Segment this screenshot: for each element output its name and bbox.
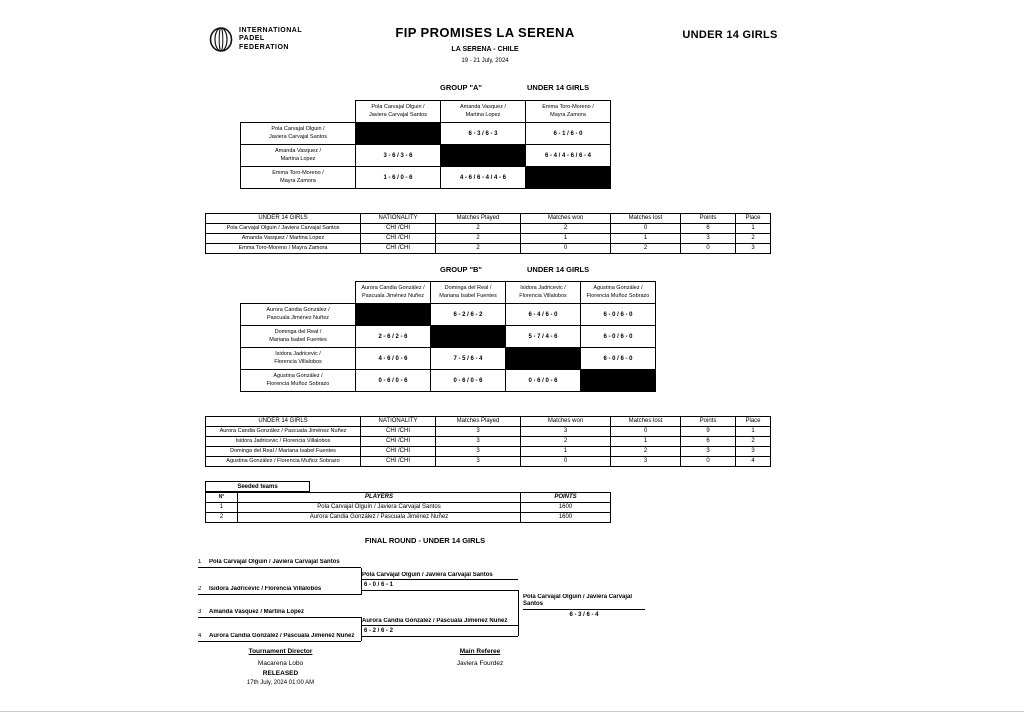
group-a-category: UNDER 14 GIRLS (526, 83, 590, 92)
match-score-cell: 4 - 6 / 6 - 4 / 4 - 6 (441, 167, 526, 189)
match-score-cell: 6 - 4 / 4 - 6 / 6 - 4 (526, 145, 611, 167)
table-cell: 0 (611, 427, 681, 437)
team-name-line: Amanda Vasquez / (459, 104, 507, 110)
tournament-dates: 19 - 21 July, 2024 (461, 58, 509, 64)
seed-number: 1 (198, 559, 202, 565)
seed-number: 2 (198, 586, 202, 592)
tournament-director-block (203, 648, 358, 686)
team-name-line: Martina Lopez (280, 155, 316, 162)
released-date: 17th July, 2024 01:00 AM (246, 680, 315, 686)
seed-number: 3 (198, 609, 202, 615)
column-header: UNDER 14 GIRLS (206, 417, 361, 427)
table-cell: Aurora Candia González / Pascuala Jiménez Nuñez (238, 513, 521, 523)
team-name-line: Amanda Vasquez / (274, 148, 322, 154)
federation-name-line: INTERNATIONAL (239, 26, 303, 34)
diagonal-cell (356, 123, 441, 145)
match-score-cell: 6 - 2 / 6 - 2 (431, 304, 506, 326)
seed-team-name: Pola Carvajal Olguin / Javiera Carvajal Santos (209, 559, 340, 565)
category-label: UNDER 14 GIRLS (682, 29, 778, 41)
tournament-director-label: Tournament Director (248, 648, 313, 655)
table-cell: Pola Carvajal Olguín / Javiera Carvajal Santos (238, 503, 521, 513)
table-cell: Dominga del Real / Mariana Isabel Fuentes (206, 447, 361, 457)
table-cell: 0 (521, 457, 611, 467)
tournament-director-name: Macarena Lobo (257, 660, 304, 667)
grid-row (241, 123, 611, 145)
team-column-header (356, 282, 431, 304)
seeded-teams-table (205, 492, 611, 523)
group-b-category: UNDER 14 GIRLS (526, 265, 590, 274)
federation-logo (208, 26, 302, 53)
grid-row (241, 145, 611, 167)
column-header: Matches lost (611, 417, 681, 427)
diagonal-cell (441, 145, 526, 167)
diagonal-cell (526, 167, 611, 189)
table-cell: 3 (736, 447, 771, 457)
table-cell: 1 (611, 234, 681, 244)
seed-team-name: Aurora Candia González / Pascuala Jiménez Nuñez (209, 633, 355, 639)
group-b-label: GROUP "B" (440, 265, 482, 274)
team-row-header (241, 145, 356, 167)
column-header: UNDER 14 GIRLS (206, 214, 361, 224)
table-header-row (206, 417, 771, 427)
match-score-cell: 2 - 6 / 2 - 6 (356, 326, 431, 348)
bracket-seed-row-3 (198, 609, 361, 618)
table-cell: 0 (611, 224, 681, 234)
match-score-cell: 0 - 6 / 0 - 6 (506, 370, 581, 392)
table-cell: 2 (436, 224, 521, 234)
grid-corner-cell (241, 101, 356, 123)
team-column-header (506, 282, 581, 304)
match-score: 6 - 2 / 6 - 2 (364, 628, 394, 634)
table-cell: 1 (736, 224, 771, 234)
match-score-cell: 5 - 7 / 4 - 6 (506, 326, 581, 348)
team-name-line: Mayra Zamora (550, 111, 586, 118)
match-score-cell: 6 - 0 / 6 - 0 (581, 348, 656, 370)
group-a-label: GROUP "A" (440, 83, 482, 92)
tournament-title: FIP PROMISES LA SERENA (395, 25, 575, 40)
team-name-line: Martina Lopez (465, 111, 501, 118)
diagonal-cell (581, 370, 656, 392)
team-row-header (241, 326, 356, 348)
grid-header-row (241, 282, 656, 304)
table-cell: 1 (521, 447, 611, 457)
team-name-line: Agustina González / (593, 285, 643, 291)
match-score-cell: 6 - 0 / 6 - 0 (581, 326, 656, 348)
table-row (206, 457, 771, 467)
table-cell: 2 (521, 437, 611, 447)
team-column-header (356, 101, 441, 123)
match-score: 6 - 0 / 6 - 1 (364, 582, 394, 588)
table-cell: 0 (681, 457, 736, 467)
team-name-line: Pola Carvajal Olguin / (371, 104, 425, 110)
table-cell: CHI /CHI (361, 447, 436, 457)
team-name-line: Florencia Muñoz Sobrazo (266, 380, 330, 387)
team-name-line: Dominga del Real / (444, 285, 492, 291)
match-score-cell: 6 - 0 / 6 - 0 (581, 304, 656, 326)
team-name-line: Mayra Zamora (280, 177, 316, 184)
match-score-cell: 6 - 1 / 6 - 0 (526, 123, 611, 145)
team-column-header (581, 282, 656, 304)
column-header: Points (681, 214, 736, 224)
final-round-title: FINAL ROUND - UNDER 14 GIRLS (364, 536, 486, 545)
group-a-results-grid (240, 100, 611, 189)
winner-team-name: Pola Carvajal Olguin / Javiera Carvajal Santos (362, 572, 518, 580)
grid-row (241, 326, 656, 348)
team-row-header (241, 123, 356, 145)
match-score-cell: 0 - 6 / 0 - 6 (431, 370, 506, 392)
table-cell: CHI /CHI (361, 234, 436, 244)
match-score-cell: 6 - 3 / 6 - 3 (441, 123, 526, 145)
table-cell: 3 (436, 447, 521, 457)
team-name-line: Aurora Candia González / (361, 285, 425, 291)
team-name-line: Florencia Villalobos (519, 292, 567, 299)
table-cell: Isidora Jadricevic / Florencia Villalobos (206, 437, 361, 447)
table-cell: 3 (436, 457, 521, 467)
team-row-header (241, 304, 356, 326)
match-score-cell: 3 - 6 / 3 - 6 (356, 145, 441, 167)
semifinal-2-winner-block (362, 618, 518, 637)
table-cell: CHI /CHI (361, 457, 436, 467)
table-cell: 3 (436, 437, 521, 447)
team-name-line: Javiera Carvajal Santos (268, 133, 328, 140)
table-cell: 1600 (521, 503, 611, 513)
column-header: Points (681, 417, 736, 427)
team-name-line: Emma Toro-Moreno / (542, 104, 594, 110)
diagonal-cell (506, 348, 581, 370)
team-column-header (431, 282, 506, 304)
table-row (206, 427, 771, 437)
winner-team-name: Pola Carvajal Olguin / Javiera Carvajal Santos (523, 594, 645, 610)
table-row (206, 513, 611, 523)
group-a-heading (440, 83, 589, 92)
table-cell: 3 (736, 244, 771, 254)
grid-row (241, 167, 611, 189)
table-cell: Pola Carvajal Olguin / Javiera Carvajal Santos (206, 224, 361, 234)
team-name-line: Pascuala Jiménez Nuñez (361, 292, 425, 299)
table-cell: CHI /CHI (361, 244, 436, 254)
team-row-header (241, 348, 356, 370)
table-header-row (206, 214, 771, 224)
table-cell: 3 (436, 427, 521, 437)
column-header: Matches Played (436, 214, 521, 224)
grid-row (241, 304, 656, 326)
table-cell: 1600 (521, 513, 611, 523)
table-cell: 9 (681, 427, 736, 437)
grid-row (241, 370, 656, 392)
column-header: Place (736, 214, 771, 224)
table-cell: 2 (611, 447, 681, 457)
header-title-block (330, 25, 640, 64)
table-cell: 0 (521, 244, 611, 254)
table-row (206, 224, 771, 234)
federation-name-line: PADEL (239, 35, 265, 43)
column-header: NATIONALITY (361, 214, 436, 224)
column-header: PLAYERS (238, 493, 521, 503)
table-row (206, 503, 611, 513)
main-referee-block (415, 648, 545, 667)
table-row (206, 244, 771, 254)
table-cell: 2 (736, 437, 771, 447)
table-cell: CHI /CHI (361, 427, 436, 437)
grid-header-row (241, 101, 611, 123)
team-row-header (241, 167, 356, 189)
table-cell: Emma Toro-Moreno / Mayra Zamora (206, 244, 361, 254)
table-row (206, 447, 771, 457)
bracket-seed-row-1 (198, 559, 361, 568)
table-cell: Aurora Candia González / Pascuala Jiménez Nuñez (206, 427, 361, 437)
team-name-line: Emma Toro-Moreno / (272, 170, 324, 176)
seed-team-name: Amanda Vásquez / Martina López (209, 609, 305, 615)
table-cell: 2 (611, 244, 681, 254)
column-header: NATIONALITY (361, 417, 436, 427)
table-cell: 0 (681, 244, 736, 254)
table-cell: 6 (681, 224, 736, 234)
group-b-results-grid (240, 281, 656, 392)
bracket-seed-row-4 (198, 633, 361, 642)
diagonal-cell (431, 326, 506, 348)
page-bottom-divider (0, 711, 1024, 712)
team-name-line: Agustina González / (273, 373, 323, 379)
table-cell: 1 (206, 503, 238, 513)
main-referee-label: Main Referee (459, 648, 501, 655)
table-row (206, 437, 771, 447)
table-cell: 1 (736, 427, 771, 437)
semifinal-1-winner-block (362, 572, 518, 591)
fip-globe-icon (208, 26, 234, 53)
group-b-heading (440, 265, 589, 274)
final-round-bracket (198, 556, 668, 652)
table-cell: CHI /CHI (361, 437, 436, 447)
column-header: N° (206, 493, 238, 503)
team-name-line: Mariana Isabel Fuentes (439, 292, 497, 299)
table-cell: 3 (681, 234, 736, 244)
table-cell: 2 (206, 513, 238, 523)
team-name-line: Pola Carvajal Olguin / (271, 126, 325, 132)
bracket-connector-line (518, 590, 519, 636)
table-cell: 2 (521, 224, 611, 234)
team-name-line: Dominga del Real / (274, 329, 322, 335)
table-cell: 2 (436, 244, 521, 254)
released-status: RELEASED (262, 670, 299, 677)
column-header: Matches lost (611, 214, 681, 224)
team-name-line: Florencia Muñoz Sobrazo (586, 292, 650, 299)
federation-name-line: FEDERATION (239, 43, 289, 51)
team-name-line: Aurora Candia González / (266, 307, 330, 313)
match-score: 6 - 3 / 6 - 4 (569, 612, 599, 618)
match-score-cell: 7 - 5 / 6 - 4 (431, 348, 506, 370)
table-cell: 1 (521, 234, 611, 244)
table-cell: 2 (436, 234, 521, 244)
group-a-standings-table (205, 213, 771, 254)
seed-team-name: Isidora Jadricevic / Florencia Villalobos (209, 586, 322, 592)
table-cell: 4 (736, 457, 771, 467)
team-name-line: Mariana Isabel Fuentes (269, 336, 327, 343)
team-column-header (526, 101, 611, 123)
seeded-teams-title: Seeded teams (205, 481, 310, 492)
team-name-line: Pascuala Jiménez Nuñez (266, 314, 330, 321)
diagonal-cell (356, 304, 431, 326)
grid-corner-cell (241, 282, 356, 304)
tournament-location: LA SERENA - CHILE (451, 46, 519, 53)
final-winner-block (523, 594, 645, 620)
column-header: POINTS (521, 493, 611, 503)
table-cell: CHI /CHI (361, 224, 436, 234)
table-cell: 6 (681, 437, 736, 447)
column-header: Place (736, 417, 771, 427)
seed-number: 4 (198, 633, 202, 639)
bracket-seed-row-2 (198, 586, 361, 595)
match-score-cell: 0 - 6 / 0 - 6 (356, 370, 431, 392)
team-row-header (241, 370, 356, 392)
table-cell: 3 (681, 447, 736, 457)
team-name-line: Isidora Jadricevic / (275, 351, 321, 357)
column-header: Matches won (521, 417, 611, 427)
table-cell: 2 (736, 234, 771, 244)
group-b-standings-table (205, 416, 771, 467)
table-row (206, 234, 771, 244)
column-header: Matches Played (436, 417, 521, 427)
team-name-line: Florencia Villalobos (274, 358, 322, 365)
winner-team-name: Aurora Candia González / Pascuala Jiménez Nuñez (362, 618, 518, 626)
match-score-cell: 6 - 4 / 6 - 0 (506, 304, 581, 326)
table-cell: Amanda Vasquez / Martina Lopez (206, 234, 361, 244)
match-score-cell: 1 - 6 / 0 - 6 (356, 167, 441, 189)
main-referee-name: Javiera Fourdez (456, 660, 504, 667)
federation-name (239, 27, 302, 53)
table-cell: Agustina González / Florencia Muñoz Sobrazo (206, 457, 361, 467)
table-cell: 3 (521, 427, 611, 437)
table-cell: 1 (611, 437, 681, 447)
grid-row (241, 348, 656, 370)
table-cell: 3 (611, 457, 681, 467)
team-name-line: Javiera Carvajal Santos (368, 111, 428, 118)
team-column-header (441, 101, 526, 123)
table-header-row (206, 493, 611, 503)
team-name-line: Isidora Jadricevic / (520, 285, 566, 291)
column-header: Matches won (521, 214, 611, 224)
match-score-cell: 4 - 6 / 0 - 6 (356, 348, 431, 370)
